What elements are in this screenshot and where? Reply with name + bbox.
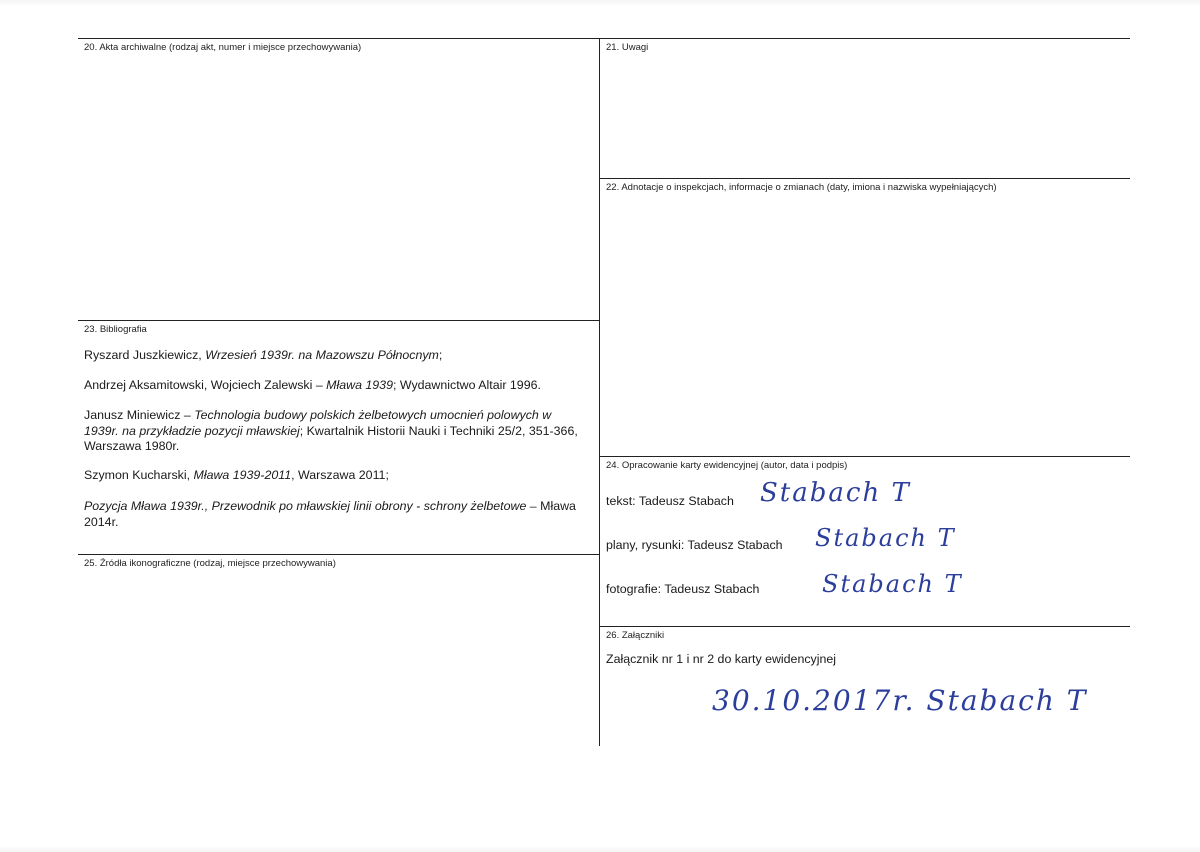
section-24-label: 24. Opracowanie karty ewidencyjnej (autor, data i podpis) [606,460,848,471]
section-21-label: 21. Uwagi [606,42,649,53]
handwritten-signature: Stabach T [822,570,963,598]
divider-23-25 [78,554,600,555]
attachments-text: Załącznik nr 1 i nr 2 do karty ewidencyjnej [606,652,837,666]
bib-details: ; Kwartalnik Historii Nauki i Techniki 25/2, 351-366, Warszawa 1980r. [84,423,578,453]
top-border [78,38,1130,39]
bib-details: ; Wydawnictwo Altair 1996. [392,378,541,392]
bibliography-entry [84,468,584,484]
bibliography-entry [84,378,584,394]
bib-details: ; [438,348,443,362]
bibliography-entry [84,408,584,455]
section-22-label: 22. Adnotacje o inspekcjach, informacje o zmianach (daty, imiona i nazwiska wypełniających) [606,182,997,193]
bib-author: Ryszard Juszkiewicz, [84,348,206,362]
bib-author: Janusz Miniewicz – [84,408,195,422]
scan-edge-bottom [0,846,1200,852]
bib-title: Technologia budowy polskich żelbetowych umocnień polowych w 1939r. na przykładzie pozycji mławskiej [84,408,552,438]
scan-edge-top [0,0,1200,6]
section-26-label: 26. Załączniki [606,630,665,641]
handwritten-signature: Stabach T [760,478,911,508]
bib-title: Mława 1939-2011 [193,468,292,482]
divider-20-23 [78,320,600,321]
bib-details: , Warszawa 2011; [291,468,389,482]
author-row-text: plany, rysunki: Tadeusz Stabach [606,538,783,552]
bib-author: Szymon Kucharski, [84,468,194,482]
bib-title: Pozycja Mława 1939r., Przewodnik po mławskiej linii obrony - schrony żelbetowe – [84,499,537,513]
bib-title: Wrzesień 1939r. na Mazowszu Północnym [205,348,439,362]
handwritten-signature: Stabach T [815,524,956,552]
section-25-label: 25. Źródła ikonograficzne (rodzaj, miejsce przechowywania) [84,558,336,569]
bibliography-entry [84,499,584,530]
section-20-label: 20. Akta archiwalne (rodzaj akt, numer i miejsce przechowywania) [84,42,362,53]
bib-details: Mława 2014r. [84,499,576,529]
bibliography-entry [84,348,584,364]
divider-21-22 [600,178,1130,179]
handwritten-date-signature: 30.10.2017r. Stabach T [712,684,1088,717]
bib-title: Mława 1939 [326,378,393,392]
section-23-label: 23. Bibliografia [84,324,147,335]
author-row-text: fotografie: Tadeusz Stabach [606,582,760,596]
divider-22-24 [600,456,1130,457]
bib-author: Andrzej Aksamitowski, Wojciech Zalewski – [84,378,327,392]
divider-24-26 [600,626,1130,627]
column-divider [599,38,600,746]
author-row-text: tekst: Tadeusz Stabach [606,494,734,508]
